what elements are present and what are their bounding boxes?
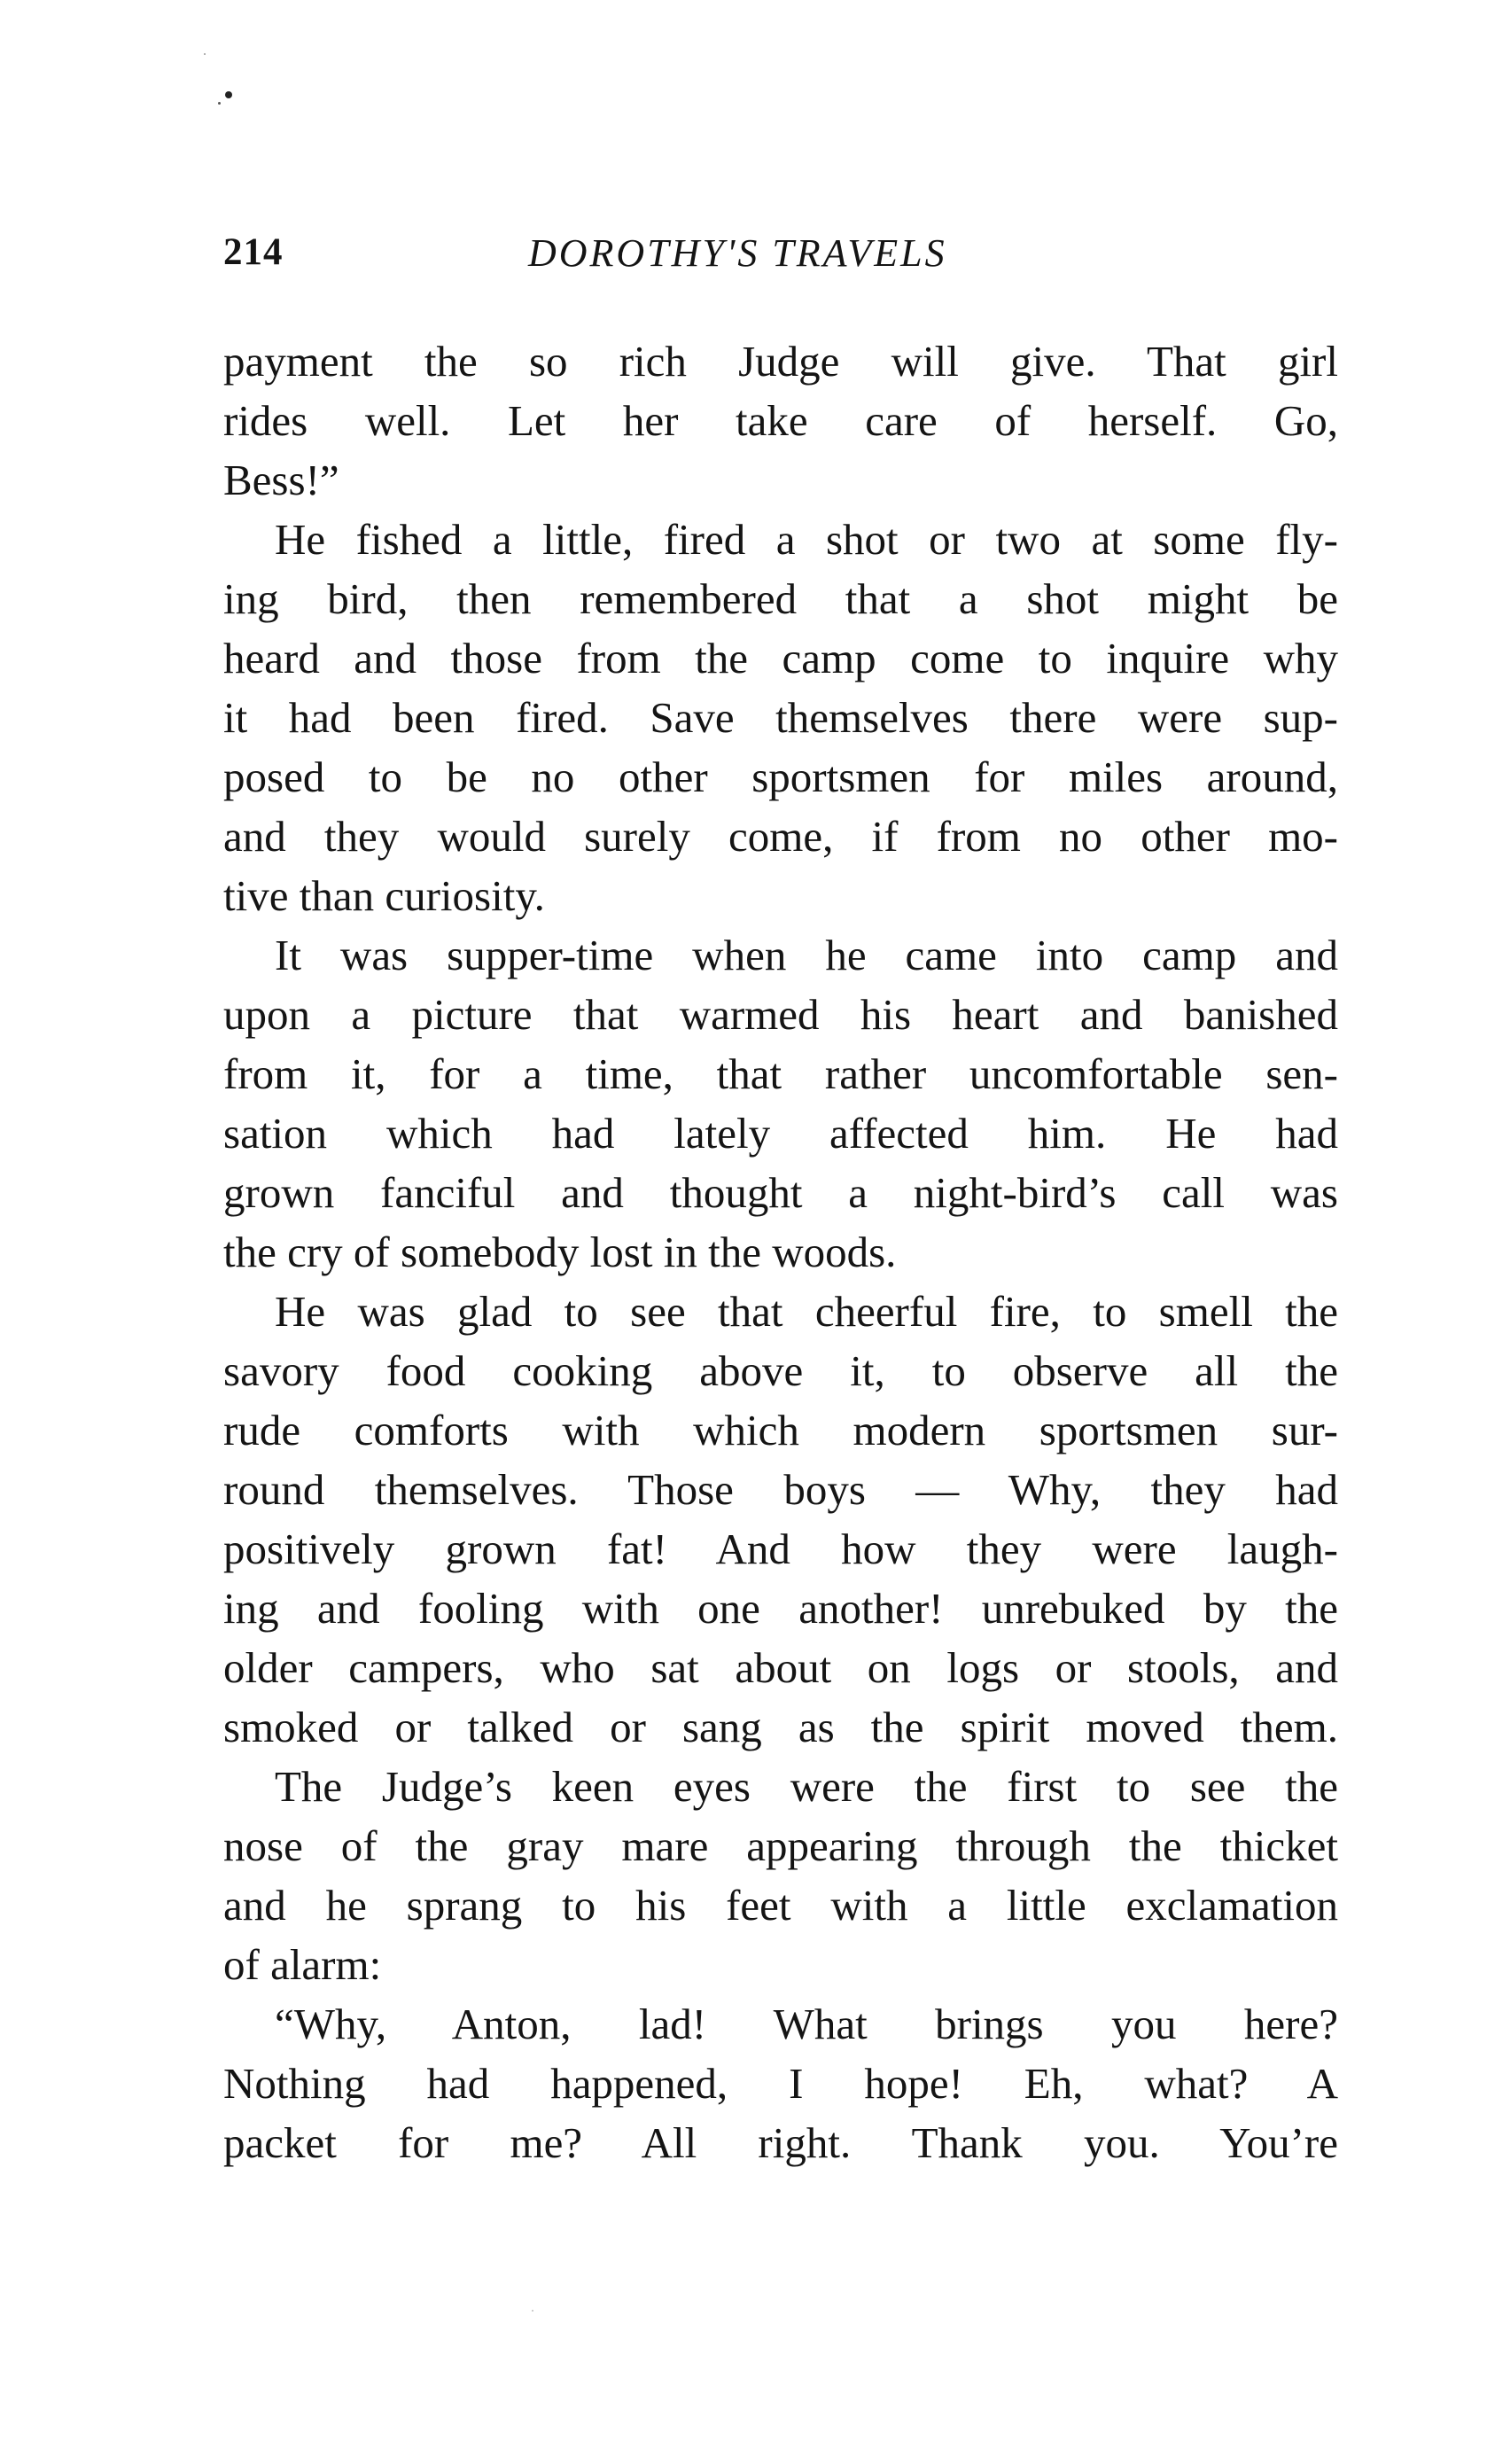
running-title: DOROTHY'S TRAVELS [528,231,947,275]
text-line: grown fanciful and thought a night-bird’s call was [223,1168,1338,1217]
text-line: ing and fooling with one another! unrebuked by the [223,1584,1338,1633]
text-line: older campers, who sat about on logs or stools, and [223,1643,1338,1692]
running-head [223,230,1340,284]
text-line: heard and those from the camp come to inquire why [223,634,1338,682]
text-line: sation which had lately affected him. He had [223,1109,1338,1158]
text-line: of alarm: [223,1940,382,1989]
text-line: smoked or talked or sang as the spirit moved them. [223,1703,1338,1751]
page-number: 214 [223,231,284,273]
text-line: It was supper-time when he came into camp and [275,931,1338,979]
text-line: “Why, Anton, lad! What brings you here? [275,2000,1338,2048]
text-line: and they would surely come, if from no other mo- [223,812,1338,861]
text-line: rude comforts with which modern sportsmen sur- [223,1406,1338,1454]
text-line: Nothing had happened, I hope! Eh, what? A [223,2059,1338,2108]
text-line: tive than curiosity. [223,871,545,920]
text-line: positively grown fat! And how they were laugh- [223,1524,1338,1573]
text-line: The Judge’s keen eyes were the first to see the [275,1762,1338,1811]
text-line: He fished a little, fired a shot or two at some fly- [275,515,1338,564]
text-line: rides well. Let her take care of herself. Go, [223,396,1338,445]
text-line: Bess!” [223,456,339,504]
text-line: the cry of somebody lost in the woods. [223,1228,897,1276]
ink-speck [225,91,232,98]
text-line: packet for me? All right. Thank you. You’re [223,2118,1338,2167]
text-line: nose of the gray mare appearing through the thicket [223,1821,1338,1870]
text-line: posed to be no other sportsmen for miles around, [223,752,1338,801]
text-line: round themselves. Those boys — Why, they had [223,1465,1338,1514]
text-line: it had been fired. Save themselves there were sup- [223,693,1338,742]
ink-speck [218,102,221,105]
text-line: savory food cooking above it, to observe all the [223,1346,1338,1395]
ink-speck [532,2310,533,2312]
text-line: ing bird, then remembered that a shot might be [223,574,1338,623]
body-text [223,331,1338,2172]
text-line: He was glad to see that cheerful fire, to smell the [275,1287,1338,1336]
text-line: and he sprang to his feet with a little exclamation [223,1881,1338,1930]
text-line: upon a picture that warmed his heart and banished [223,990,1338,1039]
ink-speck [204,53,206,55]
text-line: payment the so rich Judge will give. That girl [223,337,1338,386]
text-line: from it, for a time, that rather uncomfortable sen- [223,1049,1338,1098]
